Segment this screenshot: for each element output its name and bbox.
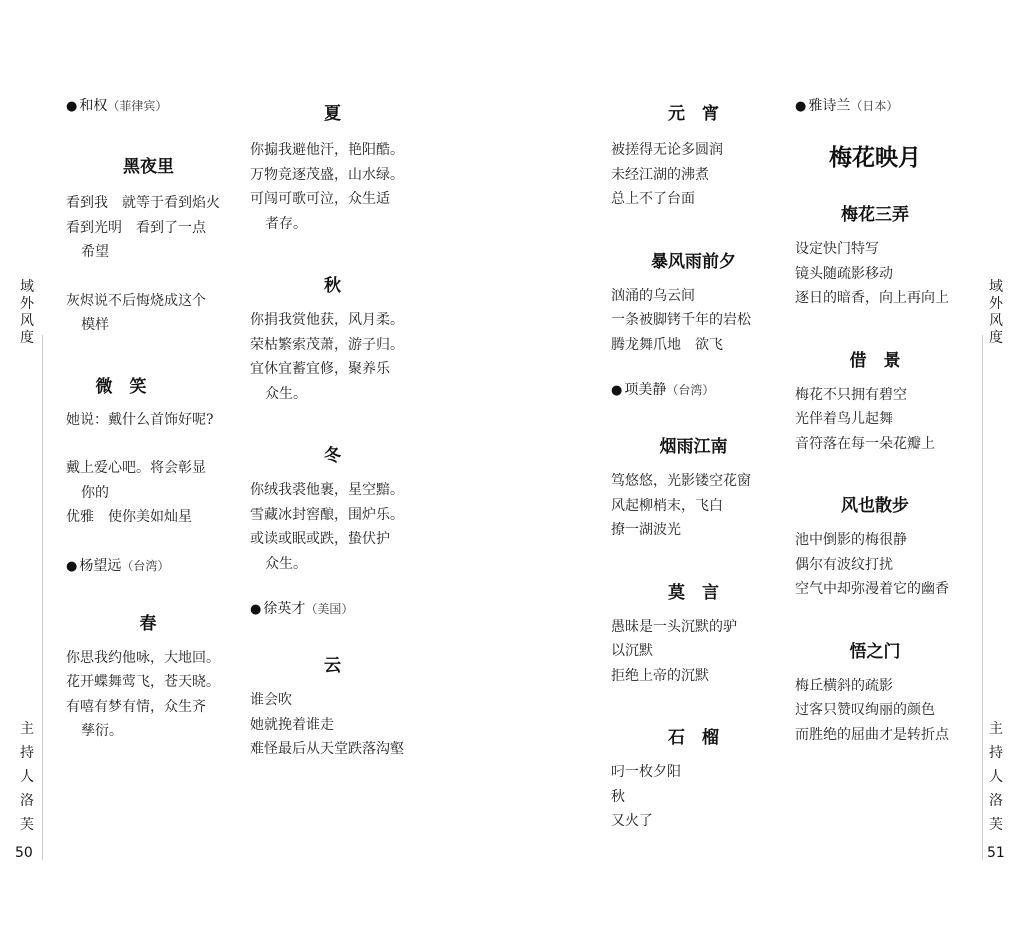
- poem-line: 看到光明 看到了一点: [66, 219, 206, 236]
- author-byline: [66, 95, 236, 115]
- left-page-number: 50: [15, 845, 33, 861]
- author-byline: [795, 95, 975, 115]
- poem-line: 腾龙舞爪地 欲飞: [611, 336, 723, 353]
- poem-body: [250, 308, 425, 406]
- left-host-label: 主持人洛芙: [20, 721, 34, 833]
- poem-title: 烟雨江南: [659, 437, 728, 457]
- right-host-label: 主持人洛芙: [989, 721, 1003, 833]
- poem-line: 一条被脚铐千年的岩松: [611, 312, 751, 328]
- poem-title: 云: [324, 656, 341, 676]
- poem-line: 以沉默: [611, 643, 653, 659]
- poem-line: 众生。: [265, 385, 307, 402]
- poem-line: 池中倒影的梅很静: [795, 532, 907, 548]
- bullet-icon: ●: [250, 602, 262, 617]
- poem-line: 你思我约他咏，大地回。: [66, 649, 220, 666]
- poem-body: [66, 191, 236, 338]
- left-section-label: 域外风度: [20, 279, 34, 346]
- poem-title: 微 笑: [95, 376, 147, 397]
- poem-body: [611, 469, 781, 543]
- poem-body: [795, 528, 975, 602]
- author-country: （日本）: [850, 99, 899, 113]
- poem-title: 夏: [324, 104, 341, 124]
- bullet-icon: ●: [611, 383, 623, 398]
- poem-line: 她就挽着谁走: [250, 716, 334, 733]
- poem-body: [611, 615, 781, 689]
- author-country: （菲律宾）: [107, 99, 168, 113]
- poem-line: 谁会吹: [250, 692, 292, 708]
- poem-title: 借 景: [849, 350, 901, 371]
- poem-line: 荣枯繁索茂萧，游子归。: [250, 336, 404, 353]
- column-1: [66, 95, 236, 744]
- poem-body: [250, 688, 425, 762]
- poem-line: 未经江湖的沸煮: [611, 166, 709, 183]
- poem-title: 莫 言: [668, 582, 719, 603]
- poem-line: 逐日的暗香，向上再向上: [795, 290, 949, 306]
- poem-line: 叼一枚夕阳: [611, 764, 681, 780]
- poem-body: [611, 138, 781, 212]
- poem-line: 众生。: [265, 555, 307, 572]
- poem-line: 你绒我裘他裹，星空黯。: [250, 482, 404, 498]
- poem-line: 过客只赞叹绚丽的颜色: [795, 702, 935, 718]
- poem-line: 愚昧是一头沉默的驴: [611, 618, 737, 635]
- author-byline: [250, 598, 425, 618]
- poem-line: 而胜绝的屈曲才是转折点: [795, 726, 949, 743]
- right-vertical-rule: [982, 335, 983, 860]
- poem-line: 偶尔有波纹打扰: [795, 556, 893, 573]
- poem-body: [795, 383, 975, 457]
- right-page-number: 51: [987, 845, 1005, 861]
- poem-line: 风起柳梢末，飞白: [611, 497, 723, 514]
- author-name: 雅诗兰: [808, 98, 851, 114]
- poem-line: 你捐我赏他获，风月柔。: [250, 312, 404, 328]
- author-name: 徐英才: [263, 601, 306, 617]
- column-2: [250, 95, 425, 762]
- poem-title: 黑夜里: [123, 157, 174, 177]
- poem-line: 镜头随疏影移动: [795, 265, 893, 282]
- poem-line: 她说：戴什么首饰好呢?: [66, 411, 214, 428]
- poem-title: 风也散步: [841, 496, 909, 516]
- left-vertical-rule: [42, 335, 43, 860]
- poem-line: 雪藏冰封窖酿，围炉乐。: [250, 506, 404, 523]
- poem-line: 你的: [81, 484, 109, 501]
- column-4: [795, 95, 975, 747]
- poem-line: 梅丘横斜的疏影: [795, 677, 893, 694]
- author-byline: [611, 379, 781, 399]
- bullet-icon: ●: [66, 558, 78, 574]
- author-country: （台湾）: [121, 558, 170, 573]
- poem-body: [250, 478, 425, 576]
- poem-title: 春: [139, 613, 157, 634]
- poem-line: 撩一湖波光: [611, 522, 681, 538]
- poem-line: 模样: [81, 317, 109, 333]
- poem-body: [611, 284, 781, 358]
- poem-line: 孳衍。: [81, 723, 123, 739]
- main-poem-title: 梅花映月: [829, 145, 921, 171]
- poem-line: 看到我 就等于看到焰火: [66, 195, 220, 211]
- author-country: （美国）: [305, 602, 354, 616]
- poem-line: 有嘻有梦有情，众生齐: [66, 698, 206, 715]
- poem-title: 冬: [324, 446, 341, 466]
- poem-line: 又火了: [611, 813, 653, 829]
- bullet-icon: ●: [66, 99, 78, 114]
- author-name: 杨望远: [79, 557, 122, 574]
- poem-title: 梅花三弄: [841, 205, 909, 225]
- poem-body: [250, 138, 425, 236]
- poem-line: 音符落在每一朵花瓣上: [795, 435, 935, 452]
- poem-line: 希望: [81, 244, 109, 260]
- poem-line: 难怪最后从天堂跌落沟壑: [250, 741, 404, 757]
- bullet-icon: ●: [795, 99, 807, 114]
- poem-line: 万物竞逐茂盛，山水绿。: [250, 166, 404, 183]
- poem-line: 你搧我避他汗，艳阳酷。: [250, 142, 404, 158]
- poem-body: [795, 237, 975, 311]
- author-name: 和权: [79, 98, 108, 114]
- poem-body: [66, 646, 236, 744]
- author-country: （台湾）: [666, 383, 715, 397]
- poem-line: 总上不了台面: [611, 191, 695, 207]
- poem-title: 秋: [324, 276, 341, 296]
- poem-line: 戴上爱心吧。将会彰显: [66, 460, 206, 476]
- author-name: 项美静: [624, 382, 667, 398]
- poem-title: 暴风雨前夕: [651, 251, 736, 272]
- poem-line: 笃悠悠，光影镂空花窗: [611, 473, 751, 489]
- poem-body: [66, 408, 236, 530]
- poem-body: [611, 760, 781, 834]
- poem-line: 拒绝上帝的沉默: [611, 667, 709, 684]
- right-section-label: 域外风度: [989, 279, 1003, 346]
- poem-line: 空气中却弥漫着它的幽香: [795, 581, 949, 597]
- poem-title: 元 宵: [668, 104, 719, 124]
- author-byline: [66, 555, 236, 575]
- poem-line: 光伴着鸟儿起舞: [795, 411, 893, 427]
- poem-title: 悟之门: [849, 641, 901, 662]
- poem-line: 被搓得无论多圆润: [611, 142, 723, 158]
- poem-line: 或读或眠或跌，蛰伏护: [250, 531, 390, 547]
- poem-line: 秋: [611, 788, 625, 805]
- poem-body: [795, 674, 975, 748]
- poem-line: 宜休宜蓄宜修，聚养乐: [250, 361, 390, 377]
- poem-line: 汹涌的乌云间: [611, 287, 695, 304]
- poem-line: 可闯可歌可泣，众生适: [250, 191, 390, 207]
- poem-line: 花开蝶舞莺飞，苍天晓。: [66, 674, 220, 690]
- poem-line: 灰烬说不后悔烧成这个: [66, 292, 206, 309]
- poem-line: 者存。: [265, 215, 307, 232]
- poem-line: 优雅 使你美如灿星: [66, 509, 192, 525]
- poem-line: 设定快门特写: [795, 241, 879, 257]
- poem-line: 梅花不只拥有碧空: [795, 386, 907, 403]
- column-3: [611, 95, 781, 834]
- poem-title: 石 榴: [668, 728, 719, 748]
